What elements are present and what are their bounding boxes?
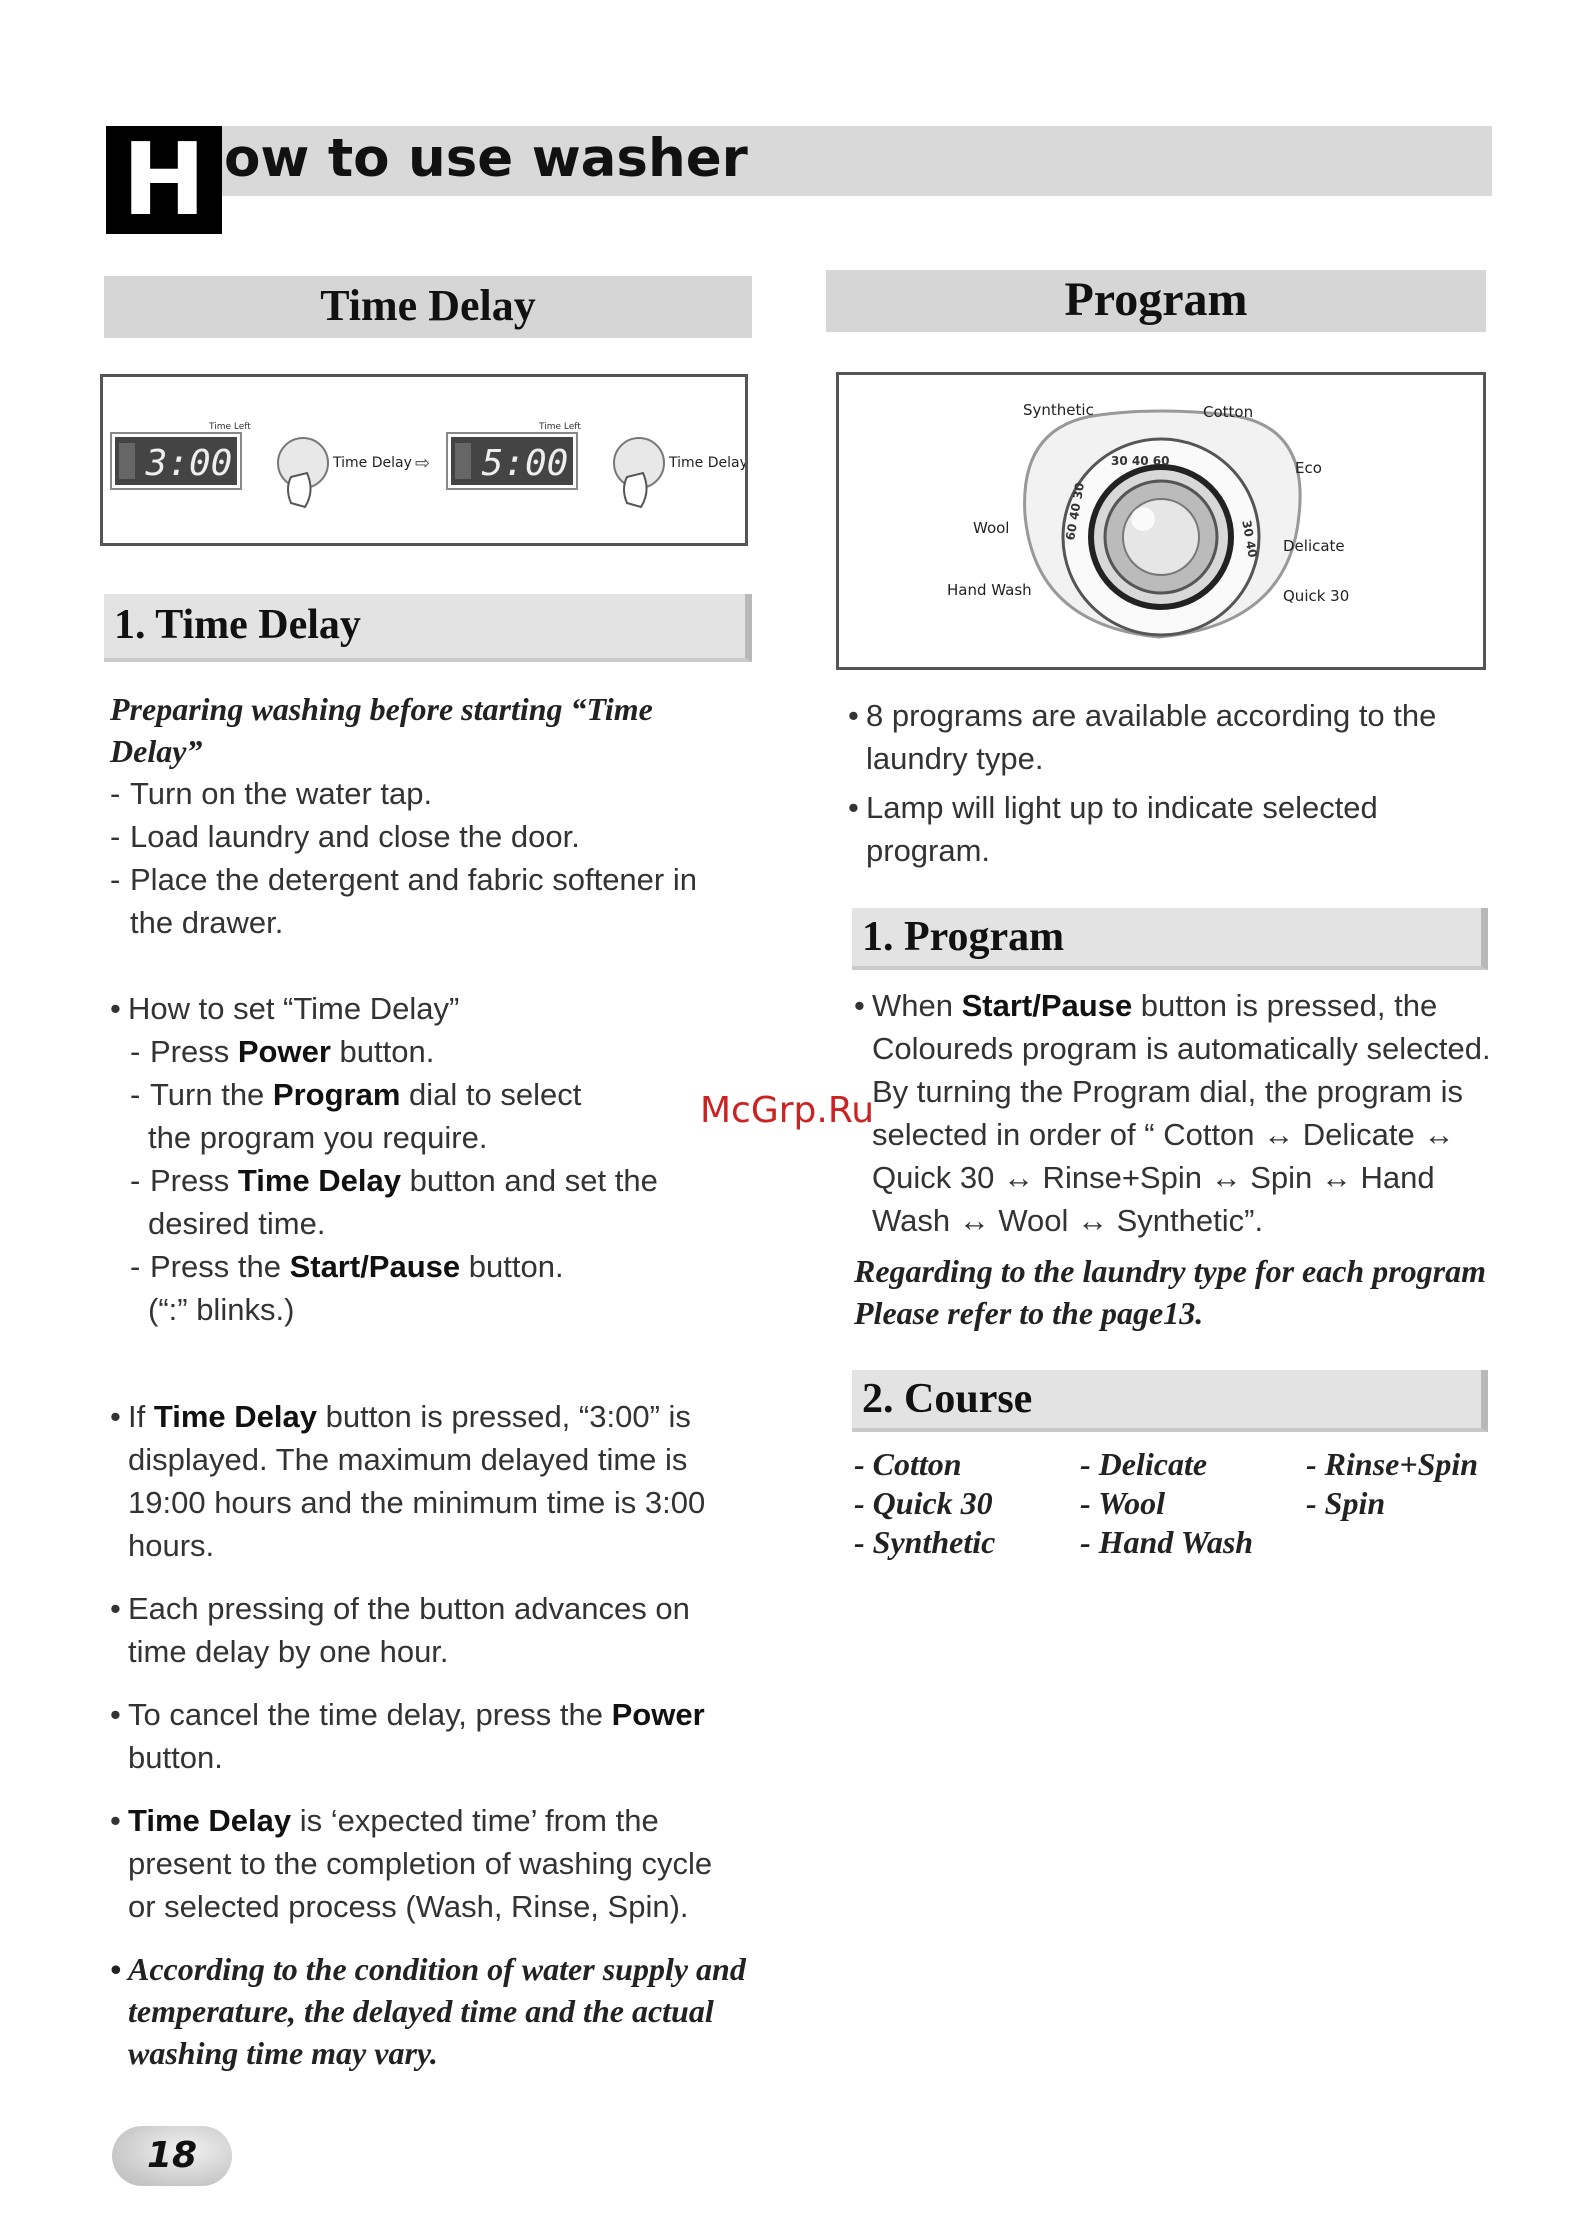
- bullet-line: [110, 1799, 760, 1842]
- text-span: If: [128, 1399, 154, 1434]
- bullet-time-delay-pressed: [110, 1395, 760, 1567]
- text-span: button is pressed, the: [1132, 988, 1438, 1023]
- howto-step-2: [130, 1073, 760, 1116]
- bullet-line: button.: [128, 1740, 223, 1775]
- bullet-line: [110, 1693, 760, 1736]
- text-span: button.: [460, 1249, 564, 1284]
- prep-step: - Place the detergent and fabric softener in: [110, 858, 760, 901]
- prep-title-line2: Delay”: [110, 733, 203, 769]
- program-dial-illustration: [836, 372, 1486, 670]
- howto-step-1: [130, 1030, 760, 1073]
- prep-step: - Load laundry and close the door.: [110, 815, 760, 858]
- section-title-program: Program: [826, 270, 1486, 332]
- program-reference: Regarding to the laundry type for each program: [854, 1253, 1487, 1289]
- program-dial-svg: [839, 375, 1483, 667]
- bold-span: Time Delay: [237, 1163, 401, 1198]
- text-span: button.: [330, 1034, 435, 1069]
- course-item: - Spin: [1306, 1485, 1386, 1521]
- display2-indicator: [455, 443, 471, 479]
- course-item: - Delicate: [1080, 1446, 1208, 1482]
- page-number: 18: [112, 2126, 232, 2186]
- howto-step-4: [130, 1245, 760, 1288]
- program-line: Quick 30 ↔ Rinse+Spin ↔ Spin ↔ Hand: [872, 1160, 1435, 1195]
- bullet-line: [110, 1395, 760, 1438]
- bullet-line: • Each pressing of the button advances on: [110, 1587, 760, 1630]
- display2-value: 5:00: [481, 443, 569, 484]
- text-span: button is pressed, “3:00” is: [316, 1399, 691, 1434]
- course-list: [854, 1446, 1494, 1561]
- text-span: When: [872, 988, 962, 1023]
- bullet-line: 19:00 hours and the minimum time is 3:00: [128, 1485, 706, 1520]
- bullet-cancel: [110, 1693, 760, 1779]
- watermark: McGrp.Ru: [700, 1090, 875, 1131]
- prep-step-continued: the drawer.: [130, 905, 284, 940]
- program-line: selected in order of “ Cotton ↔ Delicate ↔: [872, 1117, 1455, 1152]
- program-intro: [848, 694, 1498, 872]
- subsection-title-course: 2. Course: [852, 1370, 1488, 1432]
- bullet-line: time delay by one hour.: [128, 1634, 449, 1669]
- bold-span: Start/Pause: [961, 988, 1133, 1023]
- bold-span: Power: [611, 1697, 705, 1732]
- text-span: is ‘expected time’ from the: [291, 1803, 659, 1838]
- intro-line: program.: [866, 833, 991, 868]
- section-title-time-delay: Time Delay: [104, 276, 752, 338]
- prep-step: - Turn on the water tap.: [110, 772, 760, 815]
- bold-span: Start/Pause: [289, 1249, 461, 1284]
- program-line: Wash ↔ Wool ↔ Synthetic”.: [872, 1203, 1264, 1238]
- control-panel-svg: [103, 377, 745, 543]
- subsection-title-time-delay: 1. Time Delay: [104, 594, 752, 662]
- bullet-each-pressing: [110, 1587, 760, 1673]
- dial-label-quick-30: Quick 30: [1283, 587, 1350, 605]
- text-span: Turn the: [150, 1077, 273, 1112]
- finger-1-icon: [288, 473, 311, 507]
- note-line: washing time may vary.: [128, 2035, 438, 2071]
- note-line: temperature, the delayed time and the actual: [128, 1993, 714, 2029]
- text-span: Press: [150, 1034, 238, 1069]
- intro-line: laundry type.: [866, 741, 1044, 776]
- course-item: - Rinse+Spin: [1306, 1446, 1479, 1482]
- intro-line: • 8 programs are available according to the: [848, 694, 1498, 737]
- dial-temps-top: 30 40 60: [1111, 454, 1170, 468]
- bold-span: Time Delay: [128, 1803, 292, 1838]
- program-line: By turning the Program dial, the program is: [872, 1074, 1463, 1109]
- dial-label-delicate: Delicate: [1283, 537, 1345, 555]
- bullet-definition: [110, 1799, 760, 1928]
- howto-step-2-cont: the program you require.: [148, 1120, 488, 1155]
- text-span: Press the: [150, 1249, 290, 1284]
- dial-label-synthetic: Synthetic: [1023, 401, 1094, 419]
- dial-label-eco: Eco: [1295, 459, 1322, 477]
- time-delay-button-1-label: Time Delay: [333, 455, 412, 471]
- finger-2-icon: [624, 473, 647, 507]
- bullet-line: or selected process (Wash, Rinse, Spin).: [128, 1889, 689, 1924]
- course-item: - Hand Wash: [1080, 1524, 1254, 1560]
- bullet-line: present to the completion of washing cycle: [128, 1846, 713, 1881]
- display1-indicator: [119, 443, 135, 479]
- display1-value: 3:00: [145, 443, 233, 484]
- howto-title: • How to set “Time Delay”: [110, 987, 760, 1030]
- program-description: [854, 984, 1494, 1334]
- display1-label: Time Left: [209, 422, 251, 432]
- course-item: - Synthetic: [854, 1524, 996, 1560]
- course-item: - Cotton: [854, 1446, 962, 1482]
- course-item: - Quick 30: [854, 1485, 993, 1521]
- program-line: [854, 984, 1494, 1027]
- dial-highlight: [1131, 507, 1155, 531]
- display2-label: Time Left: [539, 422, 581, 432]
- text-span: Press: [150, 1163, 238, 1198]
- howto-step-3-cont: desired time.: [148, 1206, 326, 1241]
- howto-step-3: [130, 1159, 760, 1202]
- intro-line: • Lamp will light up to indicate selected: [848, 786, 1498, 829]
- text-span: button and set the: [401, 1163, 658, 1198]
- bold-span: Time Delay: [153, 1399, 317, 1434]
- course-item: - Wool: [1080, 1485, 1166, 1521]
- dial-temps-left: 60 40 30: [1063, 481, 1088, 542]
- prep-title-line1: Preparing washing before starting “Time: [110, 691, 653, 727]
- bold-span: Program: [272, 1077, 401, 1112]
- bold-span: Power: [237, 1034, 331, 1069]
- program-line: Coloureds program is automatically selected.: [872, 1031, 1491, 1066]
- bullet-note: [110, 1948, 760, 2074]
- title-initial: H: [106, 126, 222, 234]
- note-line: • According to the condition of water supply and: [110, 1948, 760, 1990]
- time-delay-panel-illustration: [100, 374, 748, 546]
- howto-step-4-cont: (“:” blinks.): [148, 1292, 295, 1327]
- left-column-text: [110, 688, 760, 2074]
- page-title: ow to use washer: [224, 128, 748, 189]
- dial-knob-center: [1123, 499, 1199, 575]
- dial-temps-right: 30 40: [1239, 519, 1260, 559]
- dial-label-hand-wash: Hand Wash: [947, 581, 1032, 599]
- bullet-line: displayed. The maximum delayed time is: [128, 1442, 688, 1477]
- program-reference: Please refer to the page13.: [854, 1295, 1204, 1331]
- text-span: dial to select: [400, 1077, 582, 1112]
- bullet-line: hours.: [128, 1528, 215, 1563]
- text-span: To cancel the time delay, press the: [128, 1697, 612, 1732]
- time-delay-button-2-label: Time Delay: [669, 455, 745, 471]
- subsection-title-program: 1. Program: [852, 908, 1488, 970]
- dial-label-wool: Wool: [973, 519, 1010, 537]
- dial-label-cotton: Cotton: [1203, 403, 1254, 421]
- arrow-icon: ⇨: [415, 453, 431, 474]
